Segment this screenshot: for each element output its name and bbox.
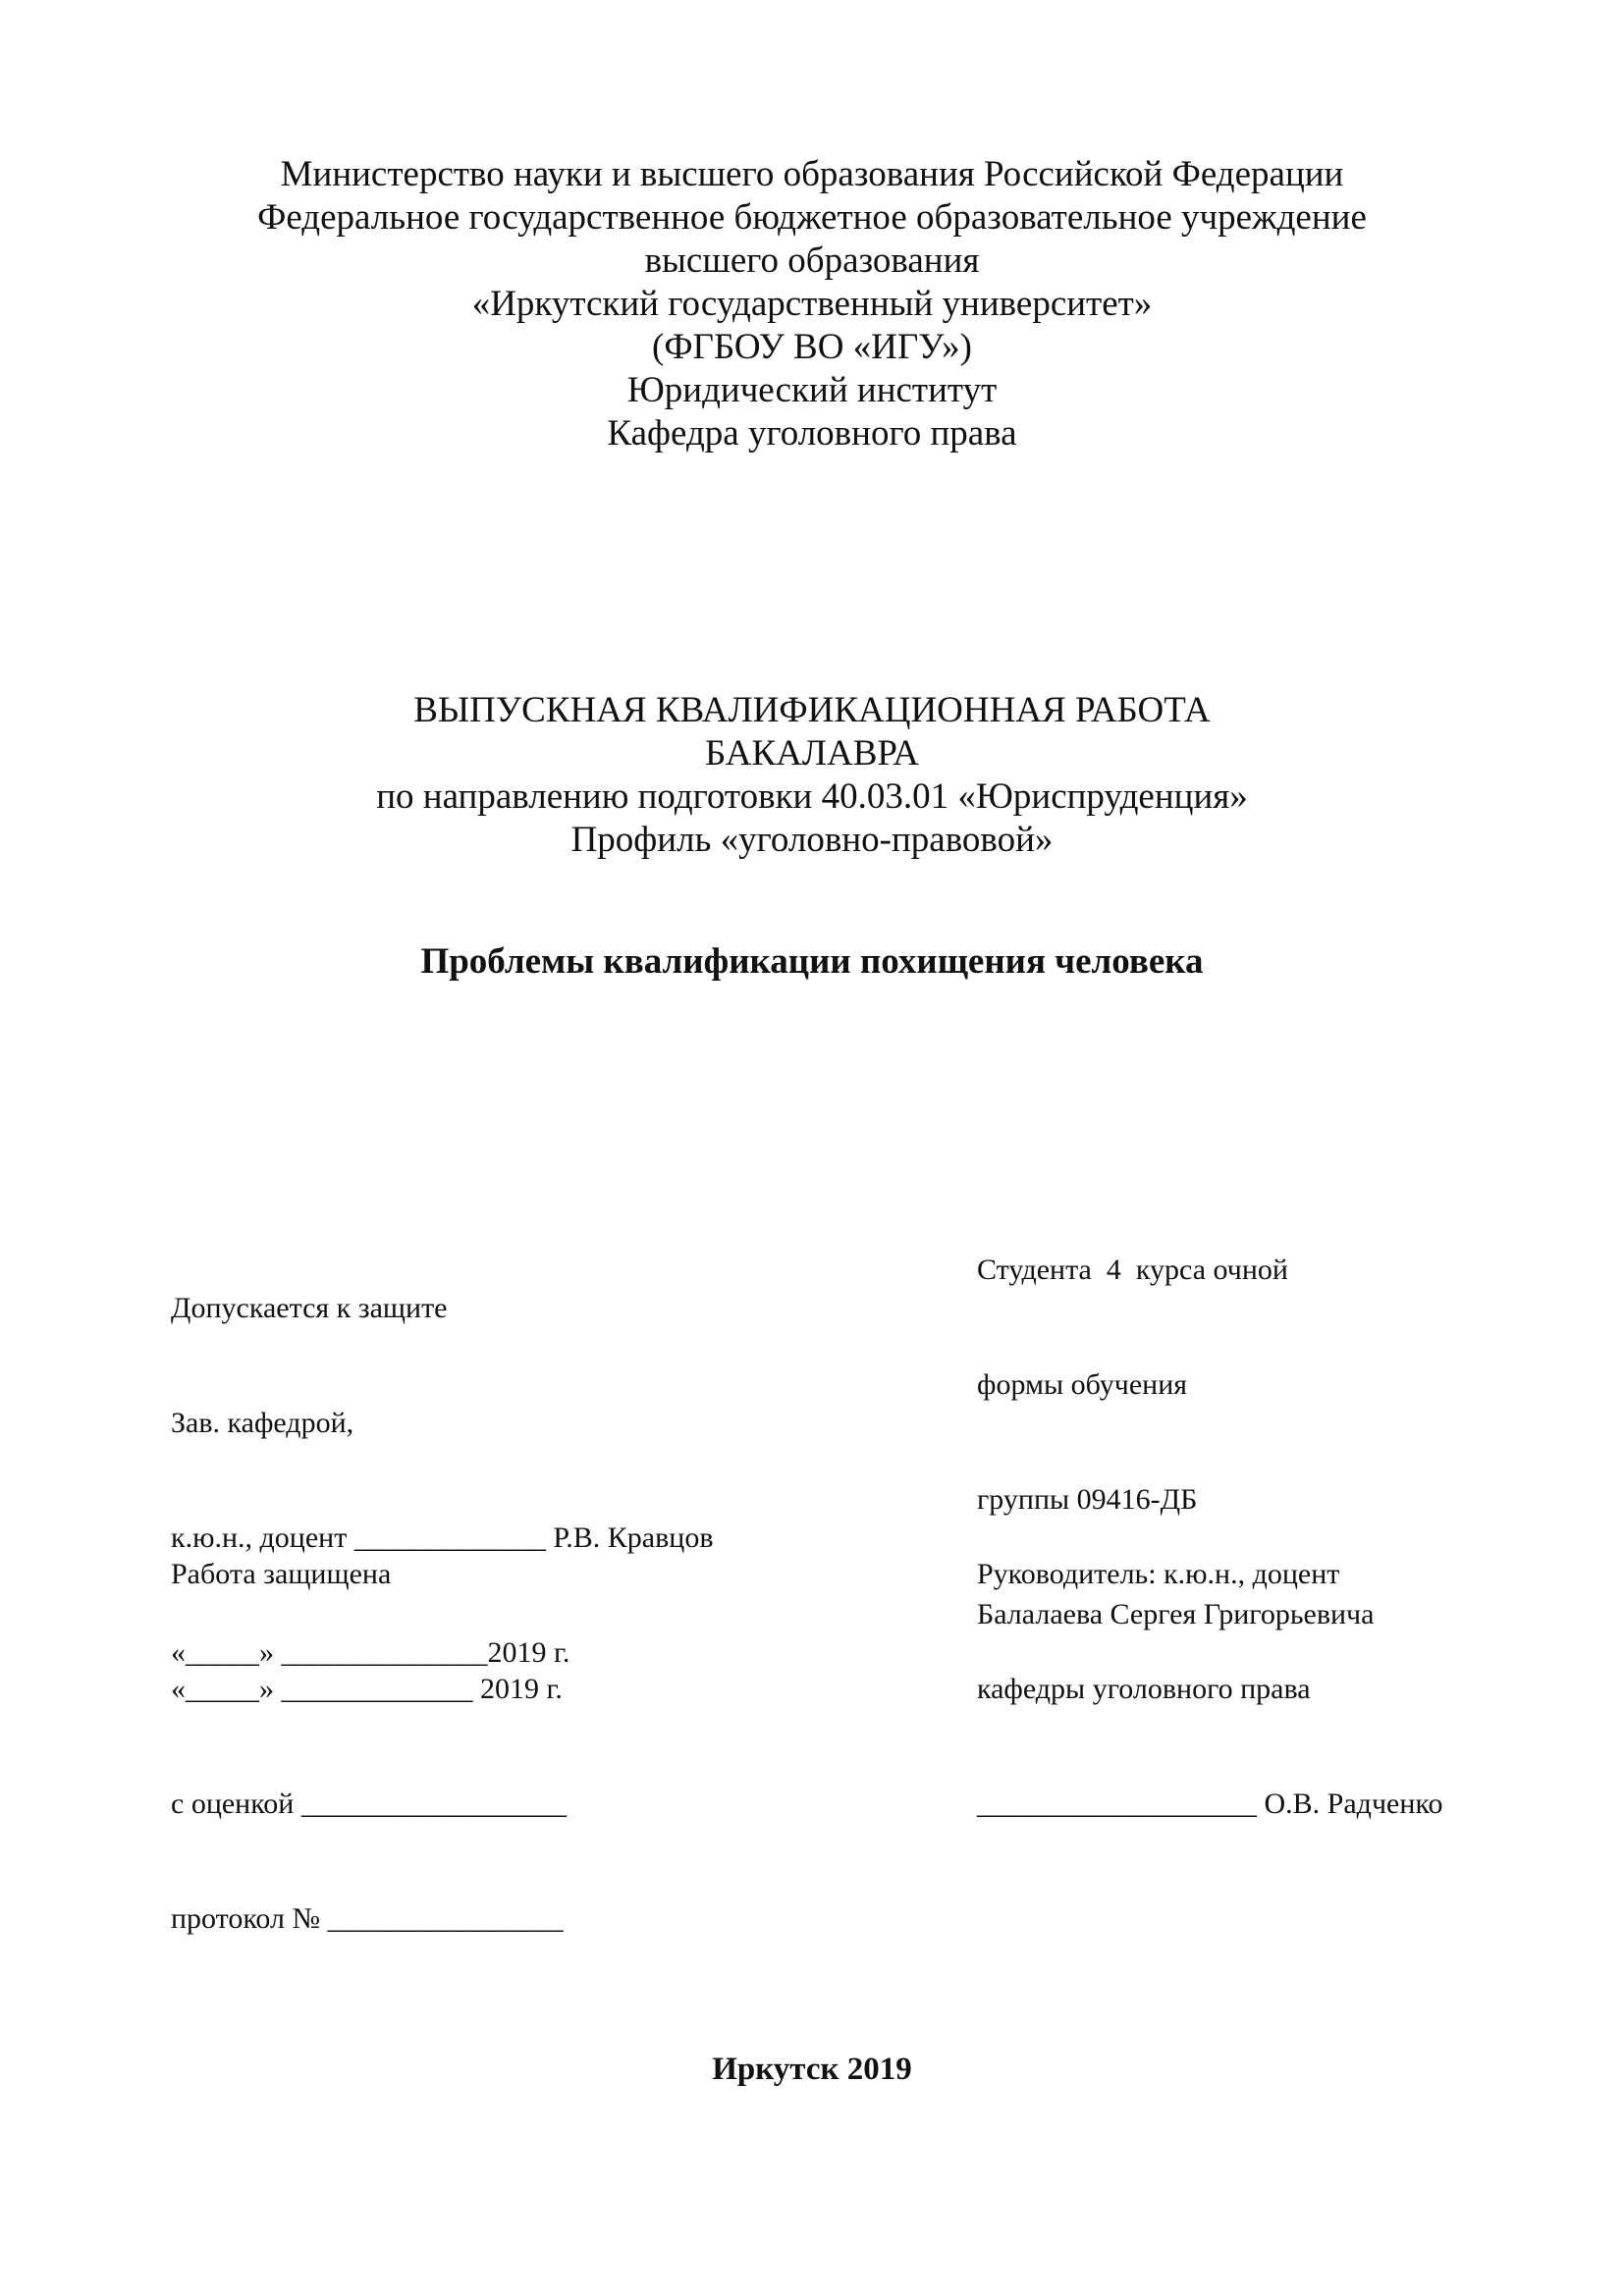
education-level-line: высшего образования <box>644 240 980 281</box>
admission-heading: Допускается к защите <box>171 1292 448 1324</box>
university-header <box>0 153 1624 455</box>
institute-line: Юридический институт <box>626 370 998 410</box>
university-abbrev-line: (ФГБОУ ВО «ИГУ») <box>652 327 972 367</box>
ministry-line: Министерство науки и высшего образования Российской Федерации <box>280 154 1344 194</box>
supervisor-title-line: Руководитель: к.ю.н., доцент <box>977 1558 1340 1590</box>
head-signature-line: к.ю.н., доцент _____________ Р.В. Кравцов <box>171 1522 714 1554</box>
city-year: Иркутск 2019 <box>712 2052 912 2087</box>
university-name-line: «Иркутский государственный университет» <box>471 284 1153 324</box>
supervisor-signature-line: ___________________ О.В. Радченко <box>977 1788 1443 1820</box>
defense-date-line: «_____» _____________ 2019 г. <box>171 1673 563 1705</box>
profile-line: Профиль «уголовно-правовой» <box>570 820 1054 860</box>
student-course-line: Студента 4 курса очной <box>977 1254 1288 1286</box>
degree-line: БАКАЛАВРА <box>705 733 919 774</box>
work-type-block <box>0 689 1624 862</box>
institution-type-line: Федеральное государственное бюджетное образовательное учреждение <box>257 197 1367 238</box>
student-name-line: Балалаева Сергея Григорьевича <box>977 1598 1375 1630</box>
student-form-line: формы обучения <box>977 1368 1188 1401</box>
supervisor-department-line: кафедры уголовного права <box>977 1673 1311 1705</box>
direction-line: по направлению подготовки 40.03.01 «Юриспруденция» <box>376 776 1248 817</box>
student-group-line: группы 09416-ДБ <box>977 1483 1198 1516</box>
protocol-line: протокол № ________________ <box>171 1902 564 1935</box>
defense-block <box>171 1478 567 2014</box>
defense-heading: Работа защищена <box>171 1558 392 1590</box>
supervisor-block <box>977 1478 1442 1899</box>
work-type-line: ВЫПУСКНАЯ КВАЛИФИКАЦИОННАЯ РАБОТА <box>413 690 1211 730</box>
head-of-department-line: Зав. кафедрой, <box>171 1407 354 1439</box>
grade-line: с оценкой __________________ <box>171 1788 567 1820</box>
admission-date-line: «_____» ______________2019 г. <box>171 1636 570 1669</box>
department-line: Кафедра уголовного права <box>607 413 1017 454</box>
thesis-title: Проблемы квалификации похищения человека <box>420 941 1204 982</box>
